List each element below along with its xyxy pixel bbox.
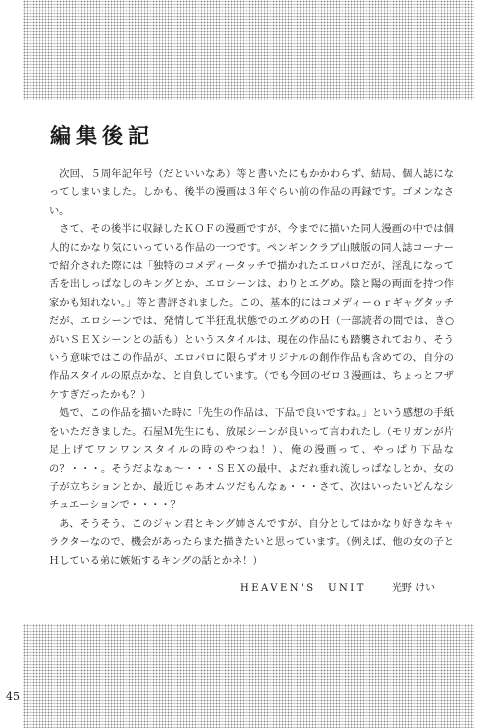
paragraph: 処で、この作品を描いた時に「先生の作品は、下品で良いですね。」という感想の手紙をいただきました。石屋Ｍ先生にも、放尿シーンが良いって言われたし（モリガンが片足上げてワンワンスタイルの時のやつね！）、俺の漫画って、やっぱり下品なの？・・・。そうだよなぁ～・・・ＳＥＸの最中、よだれ垂れ流しっぱなしとか、女の子が立ちションとか、最近じゃあオムツだもんなぁ・・・さて、次はいったいどんなシチュエーションで・・・・？ [49,408,454,512]
halftone-pattern-bottom [23,624,474,728]
circle-name: HEAVEN'S UNIT [240,583,366,594]
paragraph: あ、そうそう、このジャン君とキング姉さんですが、自分としてはかなり好きなキャラクターなので、機会があったらまた描きたいと思っています。（例えば、他の女の子とＨしている弟に嫉妬するキングの話とかネ！） [49,518,454,567]
page-number: 45 [6,690,20,703]
halftone-pattern-top [23,0,474,100]
page-title: 編集後記 [50,123,154,148]
afterword-body [49,166,454,571]
author-name: 光野 けい [391,583,436,594]
paragraph: 次回、５周年記年号（だといいなあ）等と書いたにもかかわらず、結局、個人誌になってしまいました。しかも、後半の漫画は３年ぐらい前の作品の再録です。ゴメンなさい。 [49,169,454,217]
paragraph: さて、その後半に収録したＫＯＦの漫画ですが、今までに描いた同人漫画の中では個人的にかなり気にいっている作品の一つです。ペンギンクラブ山賊版の同人誌コーナーで紹介された際には「独特のコメディータッチで描かれたエロパロだが、淫乱になって舌を出しっぱなしのキングとか、エロシーンは、わりとエグめ。陰と陽の両面を持つ作家かも知れない。」等と書評されました。この、基本的にはコメディーｏｒギャグタッチだが、エロシーンでは、発情して半狂乱状態でのエグめのＨ（一部読者の間では、き○がいＳＥＸシーンとの話も）というスタイルは、現在の作品にも踏襲されており、そういう意味ではこの作品が、エロパロに限らずオリジナルの創作作品も含めての、自分の作品スタイルの原点かな、と自負しています。（でも今回のゼロ３漫画は、ちょっとフザケすぎだったかも？） [49,224,454,401]
signature [240,579,435,594]
